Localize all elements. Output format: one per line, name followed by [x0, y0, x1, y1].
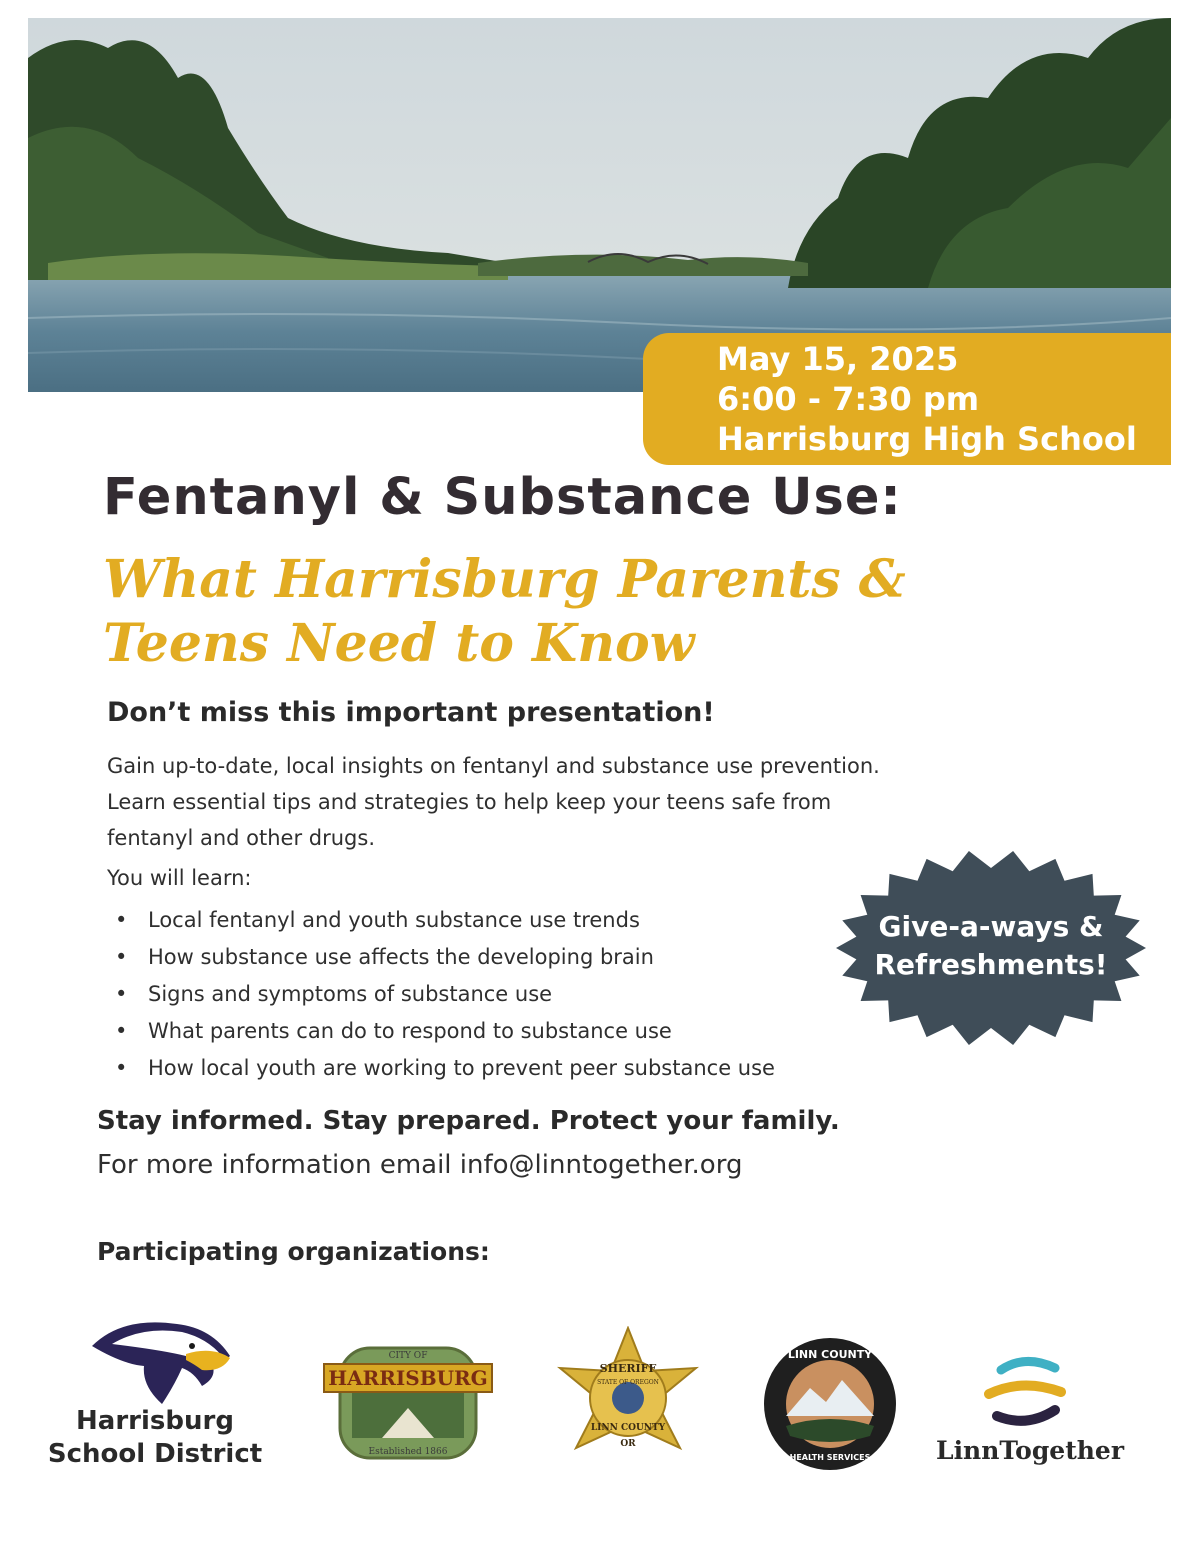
event-date-banner [643, 333, 1171, 465]
bullet-icon: • [115, 945, 128, 969]
stay-informed-text: Stay informed. Stay prepared. Protect your family. [97, 1106, 840, 1136]
sheriff-badge-state: STATE OF OREGON [597, 1379, 659, 1386]
list-item-text: Local fentanyl and youth substance use trends [148, 908, 640, 932]
school-district-name [30, 1405, 280, 1471]
event-date: May 15, 2025 [717, 340, 959, 378]
city-seal-name: HARRISBURG [328, 1366, 488, 1390]
list-item [115, 976, 775, 1013]
school-district-line-1: Harrisburg [76, 1406, 234, 1436]
bullet-icon: • [115, 982, 128, 1006]
bullet-icon: • [115, 908, 128, 932]
list-item [115, 902, 775, 939]
page-subtitle [103, 548, 963, 676]
bullet-icon: • [115, 1056, 128, 1080]
intro-line-2: Learn essential tips and strategies to help keep your teens safe from [107, 790, 832, 814]
page-title: Fentanyl & Substance Use: [103, 468, 902, 527]
event-time: 6:00 - 7:30 pm [717, 380, 980, 418]
sheriff-badge-title: SHERIFF [599, 1362, 657, 1375]
sheriff-badge-icon [548, 1326, 708, 1482]
linntogether-logo-icon [983, 1352, 1073, 1432]
list-item [115, 1013, 775, 1050]
intro-line-1: Gain up-to-date, local insights on fentanyl and substance use prevention. [107, 754, 880, 778]
subtitle-line-1: What Harrisburg Parents & [103, 549, 906, 610]
giveaways-line-1: Give-a-ways & [878, 910, 1104, 943]
sheriff-badge-county: LINN COUNTY [590, 1423, 666, 1433]
dont-miss-heading: Don’t miss this important presentation! [107, 697, 715, 728]
more-info-text: For more information email info@linntogether.org [97, 1150, 743, 1180]
giveaways-text [832, 908, 1150, 984]
list-item-text: How local youth are working to prevent peer substance use [148, 1056, 775, 1080]
bullet-icon: • [115, 1019, 128, 1043]
giveaways-line-2: Refreshments! [874, 948, 1108, 981]
eagle-logo-icon [82, 1316, 234, 1408]
list-item-text: How substance use affects the developing brain [148, 945, 654, 969]
subtitle-line-2: Teens Need to Know [103, 613, 695, 674]
health-services-top: LINN COUNTY [787, 1348, 873, 1361]
list-item-text: Signs and symptoms of substance use [148, 982, 553, 1006]
city-seal-established: Established 1866 [368, 1447, 448, 1457]
list-item-text: What parents can do to respond to substance use [148, 1019, 672, 1043]
intro-line-3: fentanyl and other drugs. [107, 826, 375, 850]
list-item [115, 939, 775, 976]
participating-heading: Participating organizations: [97, 1237, 490, 1266]
health-services-icon [760, 1336, 900, 1472]
linntogether-name: LinnTogether [935, 1436, 1125, 1465]
school-district-line-2: School District [47, 1439, 263, 1469]
health-services-bottom: HEALTH SERVICES [789, 1453, 871, 1462]
city-seal-top: CITY OF [388, 1351, 428, 1361]
learn-list [115, 902, 775, 1087]
city-seal-icon [322, 1338, 494, 1468]
intro-paragraph [107, 748, 1007, 856]
list-item [115, 1050, 775, 1087]
event-location: Harrisburg High School [717, 420, 1137, 458]
learn-label: You will learn: [107, 866, 252, 890]
sheriff-badge-or: OR [620, 1439, 636, 1449]
